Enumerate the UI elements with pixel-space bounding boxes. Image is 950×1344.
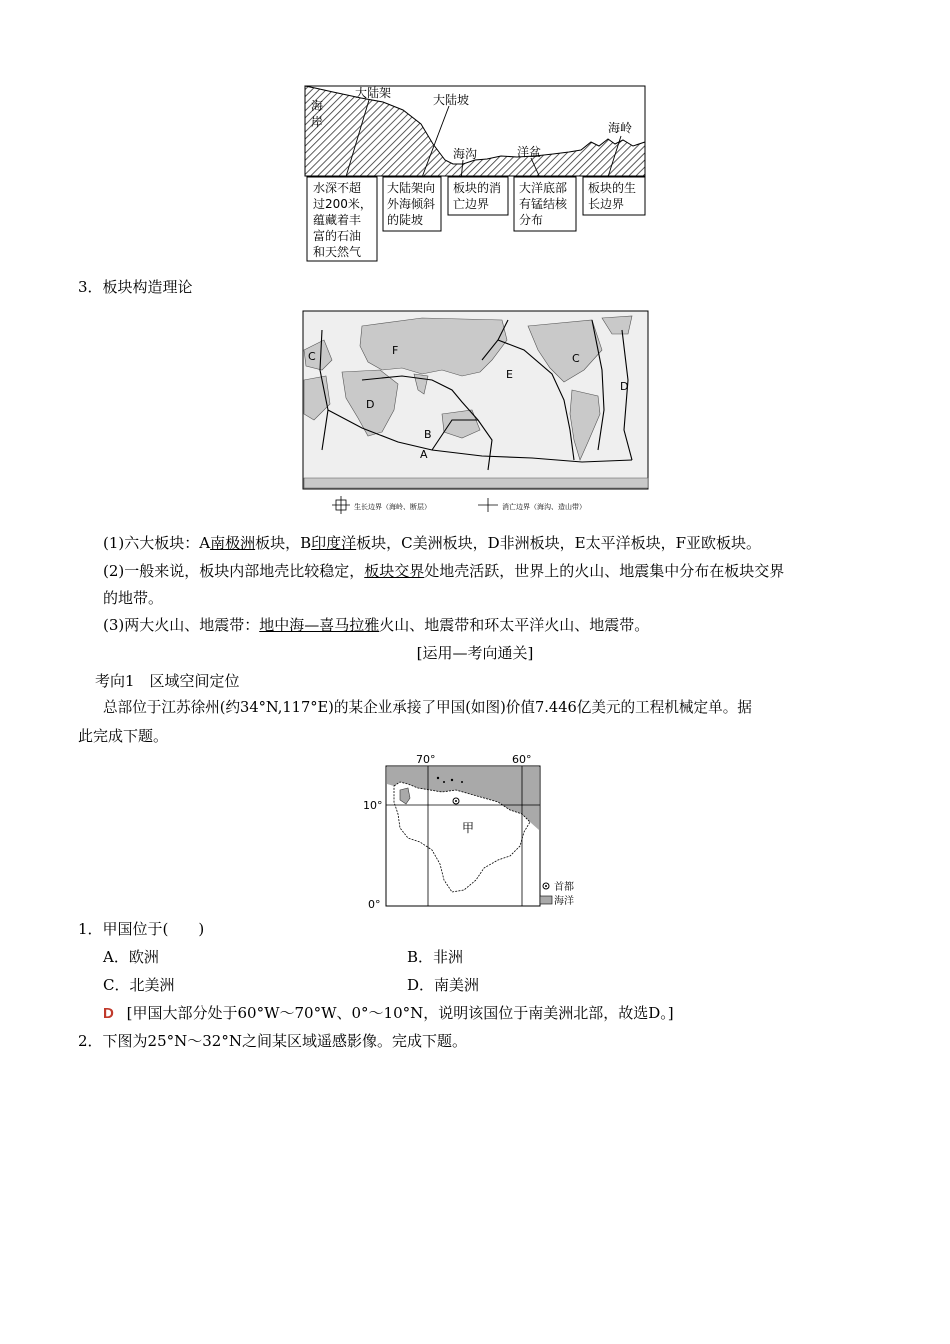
profile-box-5 xyxy=(583,177,645,215)
profile-box-3 xyxy=(448,177,508,215)
legend-growth-text: 生长边界（海岭、断层） xyxy=(354,503,431,511)
plate-label-c-west: C xyxy=(308,350,316,363)
answer-antarctic: 南极洲 xyxy=(210,534,256,552)
plate-label-c-east: C xyxy=(572,352,580,365)
label-lat-10: 10° xyxy=(363,799,383,812)
option-c: C．北美洲 xyxy=(103,976,175,994)
svg-text:板块的消: 板块的消 xyxy=(453,181,502,195)
plate-map-legend xyxy=(332,496,586,514)
landmass-antarctica xyxy=(304,478,648,488)
section-heading: [运用—考向通关] xyxy=(416,644,534,662)
answer-indian-ocean: 印度洋 xyxy=(311,534,357,552)
label-trench: 海沟 xyxy=(453,147,478,161)
plate-label-b: B xyxy=(424,428,432,441)
label-coast-2: 岸 xyxy=(311,115,324,129)
plate-label-a: A xyxy=(420,448,428,461)
section-3-title: 3．板块构造理论 xyxy=(78,278,193,296)
answer-mediterranean-himalaya: 地中海—喜马拉雅 xyxy=(259,616,380,634)
paragraph-plate-boundary-line2: 的地带。 xyxy=(103,589,164,607)
label-lon-70: 70° xyxy=(416,753,436,766)
svg-text:的陡坡: 的陡坡 xyxy=(387,213,424,227)
svg-text:富的石油: 富的石油 xyxy=(313,229,362,243)
world-plate-map xyxy=(302,310,650,520)
country-jia-map xyxy=(360,752,590,914)
svg-text:大陆架向: 大陆架向 xyxy=(387,181,436,195)
label-shelf: 大陆架 xyxy=(355,86,392,100)
svg-text:过200米，: 过200米， xyxy=(313,197,372,211)
answer-letter: D xyxy=(103,1005,114,1022)
svg-text:大洋底部: 大洋底部 xyxy=(519,181,568,195)
option-d: D．南美洲 xyxy=(407,976,480,994)
paragraph-plate-boundary: (2)一般来说，板块内部地壳比较稳定，板块交界处地壳活跃，世界上的火山、地震集中分布在板块交界 xyxy=(103,562,785,580)
label-slope: 大陆坡 xyxy=(433,93,470,107)
answer-line xyxy=(103,1004,674,1023)
capital-symbol xyxy=(453,798,459,804)
paragraph-volcano-belts: (3)两大火山、地震带：地中海—喜马拉雅火山、地震带和环太平洋火山、地震带。 xyxy=(103,616,650,634)
intro-line-1: 总部位于江苏徐州(约34°N,117°E)的某企业承接了甲国(如图)价值7.446亿美元的工程机械定单。据 xyxy=(103,699,752,716)
svg-text:有锰结核: 有锰结核 xyxy=(519,197,568,211)
subduction-boundary-symbol xyxy=(478,498,498,512)
legend-capital-text: 首都 xyxy=(554,882,574,893)
profile-box-2 xyxy=(383,177,441,231)
svg-text:长边界: 长边界 xyxy=(588,197,625,211)
growth-boundary-symbol xyxy=(332,496,350,514)
answer-plate-junction: 板块交界 xyxy=(364,562,425,580)
option-b: B．非洲 xyxy=(407,948,464,966)
legend-ocean-text: 海洋 xyxy=(554,896,574,907)
landmass-eurasia xyxy=(360,318,507,376)
svg-text:板块的生: 板块的生 xyxy=(588,181,637,195)
answer-explanation: [甲国大部分处于60°W～70°W、0°～10°N，说明该国位于南美洲北部，故选D。] xyxy=(126,1004,674,1022)
ocean-floor-profile-diagram xyxy=(303,84,648,264)
label-ridge: 海岭 xyxy=(608,121,633,135)
legend-subduct-text: 消亡边界（海沟、造山带） xyxy=(502,503,586,511)
svg-text:和天然气: 和天然气 xyxy=(313,245,362,259)
paragraph-six-plates: (1)六大板块：A南极洲板块，B印度洋板块，C美洲板块，D非洲板块，E太平洋板块，F亚欧板块。 xyxy=(103,534,762,552)
intro-line-2: 此完成下题。 xyxy=(78,727,169,745)
profile-box-1 xyxy=(307,177,377,261)
label-basin: 洋盆 xyxy=(517,145,542,159)
kaoxiang-title: 考向1 区域空间定位 xyxy=(95,672,240,690)
label-lat-0: 0° xyxy=(368,898,381,911)
question-2-stem: 2．下图为25°N～32°N之间某区域遥感影像。完成下题。 xyxy=(78,1032,467,1050)
profile-box-4 xyxy=(514,177,576,231)
small-map-legend xyxy=(540,880,574,907)
label-lon-60: 60° xyxy=(512,753,532,766)
plate-label-d-east: D xyxy=(620,380,629,393)
svg-text:蕴藏着丰: 蕴藏着丰 xyxy=(313,213,362,227)
label-coast-1: 海 xyxy=(311,99,324,113)
label-country-jia: 甲 xyxy=(462,821,475,835)
option-a: A．欧洲 xyxy=(103,948,159,966)
plate-label-d-west: D xyxy=(366,398,375,411)
plate-label-e: E xyxy=(506,368,513,381)
svg-text:水深不超: 水深不超 xyxy=(313,181,362,195)
plate-label-f: F xyxy=(392,344,399,357)
svg-text:外海倾斜: 外海倾斜 xyxy=(387,197,436,211)
svg-text:亡边界: 亡边界 xyxy=(453,197,490,211)
question-1-stem: 1．甲国位于( ) xyxy=(78,920,205,938)
svg-text:分布: 分布 xyxy=(519,213,544,227)
